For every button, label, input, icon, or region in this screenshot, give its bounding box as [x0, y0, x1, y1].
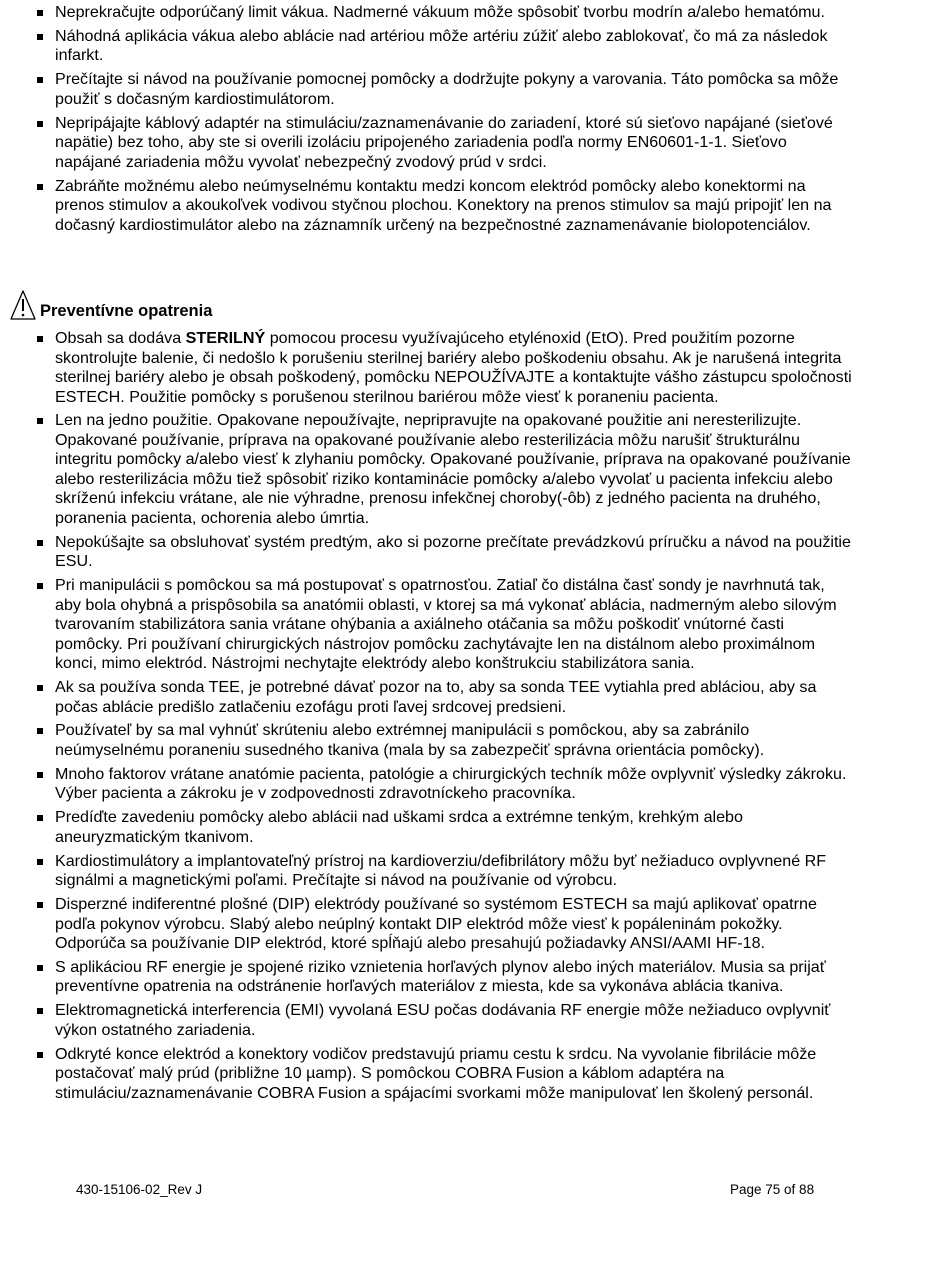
list-item-text: Pri manipulácii s pomôckou sa má postupovať s opatrnosťou. Zatiaľ čo distálna časť sondy je navrhnutá tak, aby bola ohybná a prispôsobila sa anatómii oblasti, v ktorej sa má vykonať ablácia, nadmerným alebo silovým tvarovaním stabilizátora sania vrátane ohýbania a axiálneho otáčania sa môžu poškodiť vnútorné časti pomôcky. Pri používaní chirurgických nástrojov pomôcku zachytávajte len na distálnom alebo proximálnom konci, mimo elektród. Nástrojmi nechytajte elektródy alebo konštrukciu stabilizátora sania. [55, 576, 837, 673]
list-item-text: Používateľ by sa mal vyhnúť skrúteniu alebo extrémnej manipulácii s pomôckou, aby sa zabránilo neúmyselnému poraneniu susedného tkaniva (mala by sa zabezpečiť správna orientácia pomôcky). [55, 721, 765, 759]
list-item [0, 3, 855, 23]
bullet-icon [37, 418, 43, 424]
bullet-icon [37, 1052, 43, 1058]
bullet-icon [37, 10, 43, 16]
list-item-text: Len na jedno použitie. Opakovane nepoužívajte, nepripravujte na opakované použitie ani neresterilizujte. Opakované používanie, príprava na opakované používanie alebo resterilizácia môžu narušiť štrukturálnu integritu pomôcky a/alebo viesť k zlyhaniu pomôcky. Opakované používanie, príprava na opakované používanie alebo resterilizácia môžu tiež spôsobiť riziko kontaminácie pomôcky a/alebo vyvolať u pacienta infekciu alebo skríženú infekciu vrátane, ale nie výhradne, prenosu infekčnej choroby(-ôb) z jedného pacienta na druhého, poranenia pacienta, ochorenia alebo úmrtia. [55, 411, 851, 527]
section-title: Preventívne opatrenia [40, 302, 213, 320]
list-item-text: Náhodná aplikácia vákua alebo ablácie nad artériou môže artériu zúžiť alebo zablokovať, čo má za následok infarkt. [55, 26, 828, 65]
list-item [0, 721, 855, 760]
list-item [0, 1045, 855, 1104]
bullet-icon [37, 583, 43, 589]
list-item-text: Nepokúšajte sa obsluhovať systém predtým, ako si pozorne prečítate prevádzkovú príručku a návod na použitie ESU. [55, 532, 851, 571]
list-item [0, 765, 855, 804]
list-item-text: Neprekračujte odporúčaný limit vákua. Nadmerné vákuum môže spôsobiť tvorbu modrín a/alebo hematómu. [55, 3, 825, 21]
bullet-icon [37, 685, 43, 691]
list-item-text: Elektromagnetická interferencia (EMI) vyvolaná ESU počas dodávania RF energie môže nežiaduco ovplyvniť výkon ostatného zariadenia. [55, 1001, 831, 1039]
list-item [0, 852, 855, 891]
list-item-text: Mnoho faktorov vrátane anatómie pacienta, patológie a chirurgických techník môže ovplyvniť výsledky zákroku. Výber pacienta a zákroku je v zodpovednosti zdravotníckeho pracovníka. [55, 764, 847, 803]
document-number: 430-15106-02_Rev J [76, 1182, 203, 1197]
list-item [0, 177, 855, 236]
list-item [0, 808, 855, 847]
bullet-icon [37, 540, 43, 546]
list-item [0, 1001, 855, 1040]
bullet-icon [37, 1008, 43, 1014]
bullet-icon [37, 772, 43, 778]
list-item [0, 895, 855, 954]
list-item [0, 329, 855, 407]
page-number: Page 75 of 88 [730, 1182, 815, 1197]
list-item-text: Obsah sa dodáva STERILNÝ pomocou procesu využívajúceho etylénoxid (EtO). Pred použitím pozorne skontrolujte balenie, či nedošlo k porušeniu sterilnej bariéry alebo poškodeniu obsahu. Ak je narušená integrita sterilnej bariéry alebo je obsah poškodený, pomôcku NEPOUŽÍVAJTE a kontaktujte vášho zástupcu spoločnosti ESTECH. Použitie pomôcky s porušenou sterilnou bariérou môže viesť k poraneniu pacienta. [55, 329, 852, 406]
list-item [0, 576, 855, 674]
warnings-list [0, 3, 855, 239]
list-item-text: Predíďte zavedeniu pomôcky alebo ablácii nad uškami srdca a extrémne tenkým, krehkým alebo aneuryzmatickým tkanivom. [55, 808, 743, 846]
bullet-icon [37, 815, 43, 821]
bullet-icon [37, 34, 43, 40]
bullet-icon [37, 965, 43, 971]
list-item-text: Nepripájajte káblový adaptér na stimuláciu/zaznamenávanie do zariadení, ktoré sú sieťovo napájané (sieťové napätie) bez toho, aby ste si overili izoláciu pripojeného zariadenia podľa normy EN60601-1-1. Sieťovo napájané zariadenia môžu vyvolať nebezpečný zvodový prúd v srdci. [55, 113, 833, 171]
list-item-text: Prečítajte si návod na používanie pomocnej pomôcky a dodržujte pokyny a varovania. Táto pomôcka sa môže použiť s dočasným kardiostimulátorom. [55, 70, 839, 108]
list-item-text: Kardiostimulátory a implantovateľný prístroj na kardioverziu/defibrilátory môžu byť nežiaduco ovplyvnené RF signálmi a magnetickými poľami. Prečítajte si návod na používanie od výrobcu. [55, 851, 827, 890]
list-item-text: Zabráňte možnému alebo neúmyselnému kontaktu medzi koncom elektród pomôcky alebo konektormi na prenos stimulov a akoukoľvek vodivou styčnou plochou. Konektory na prenos stimulov sa majú pripojiť len na dočasný kardiostimulátor alebo na záznamník určený na bezpečnostné zaznamenávanie biolopotenciálov. [55, 176, 832, 234]
bullet-icon [37, 184, 43, 190]
list-item [0, 411, 855, 528]
bullet-icon [37, 902, 43, 908]
list-item-text: S aplikáciou RF energie je spojené riziko vznietenia horľavých plynov alebo iných materiálov. Musia sa prijať preventívne opatrenia na odstránenie horľavých materiálov z miesta, kde sa vykonáva ablácia tkaniva. [55, 957, 826, 996]
bullet-icon [37, 859, 43, 865]
warning-triangle-icon [10, 289, 36, 321]
precautions-heading [10, 287, 212, 321]
list-item [0, 958, 855, 997]
bullet-icon [37, 121, 43, 127]
bullet-icon [37, 728, 43, 734]
list-item [0, 70, 855, 109]
list-item-text: Ak sa používa sonda TEE, je potrebné dávať pozor na to, aby sa sonda TEE vytiahla pred abláciou, aby sa počas ablácie predišlo zatlačeniu ezofágu proti ľavej srdcovej predsieni. [55, 678, 817, 716]
sterile-emphasis: STERILNÝ [185, 329, 266, 347]
list-item-text: Odkryté konce elektród a konektory vodičov predstavujú priamu cestu k srdcu. Na vyvolanie fibrilácie môže postačovať malý prúd (približne 10 µamp). S pomôckou COBRA Fusion a káblom adaptéra na stimuláciu/zaznamenávanie COBRA Fusion a spájacími svorkami môže manipulovať len školený personál. [55, 1044, 817, 1102]
list-item [0, 678, 855, 717]
list-item-text: Disperzné indiferentné plošné (DIP) elektródy používané so systémom ESTECH sa majú aplikovať opatrne podľa pokynov výrobcu. Slabý alebo neúplný kontakt DIP elektród môže viesť k popáleninám pokožky. Odporúča sa používanie DIP elektród, ktoré spĺňajú alebo presahujú požiadavky ANSI/AAMI HF-18. [55, 895, 817, 953]
list-item [0, 114, 855, 173]
bullet-icon [37, 77, 43, 83]
bullet-icon [37, 336, 43, 342]
precautions-list [0, 329, 855, 1108]
list-item [0, 533, 855, 572]
list-item [0, 27, 855, 66]
